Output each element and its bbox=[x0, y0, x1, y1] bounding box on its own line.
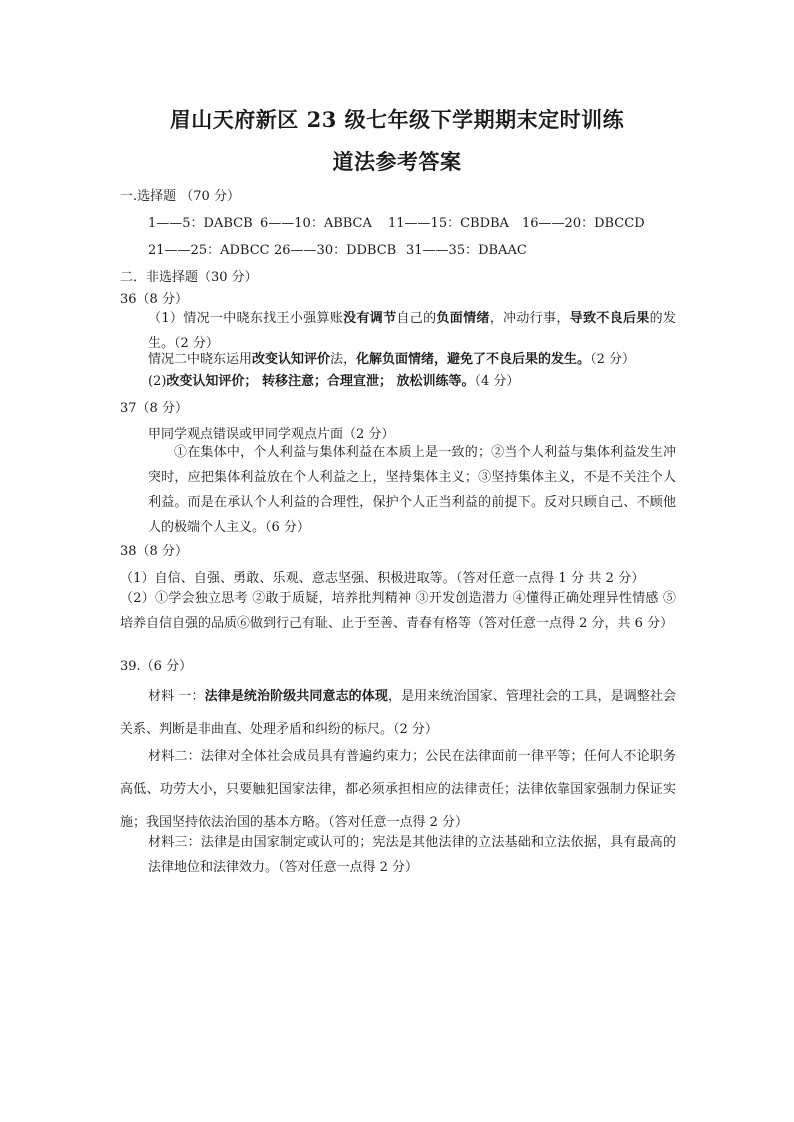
document-title: 眉山天府新区 23 级七年级下学期期末定时训练 bbox=[169, 107, 625, 132]
q39-header: 39.（6 分） bbox=[120, 659, 193, 674]
q39-material1: 材料 一：法律是统治阶级共同意志的体现，是用来统治国家、管理社会的工具，是调整社会关系、判断是非曲直、处理矛盾和纠纷的标尺。（2 分） bbox=[120, 689, 676, 737]
mc-answer-11-15: 11——15：CBDBA bbox=[388, 216, 509, 231]
q36-header: 36（8 分） bbox=[120, 292, 188, 307]
section2-heading: 二．非选择题（30 分） bbox=[120, 270, 258, 285]
q37-header: 37（8 分） bbox=[120, 401, 188, 416]
q39-material3: 材料三：法律是由国家制定或认可的；宪法是其他法律的立法基础和立法依据，具有最高的法律地位和法律效力。（答对任意一点得 2 分） bbox=[148, 835, 676, 875]
mc-answer-21-25: 21——25：ADBCC bbox=[148, 243, 270, 258]
mc-answer-1-5: 1——5：DABCB bbox=[148, 216, 253, 231]
q36-part1-situation1: （1）情况一中晓东找王小强算账没有调节自己的负面情绪，冲动行事，导致不良后果的发生。（2 分） bbox=[148, 311, 676, 351]
section1-heading: 一.选择题 （70 分） bbox=[120, 189, 240, 204]
q37-reasons: ①在集体中，个人利益与集体利益在本质上是一致的；②当个人利益与集体利益发生冲突时，应把集体利益放在个人利益之上，坚持集体主义；③坚持集体主义，不是不关注个人利益。而是在承认个人利益的合理性，保护个人正当利益的前提下。反对只顾自己、不顾他人的极端个人主义。（6 分） bbox=[148, 445, 676, 535]
q37-judgement: 甲同学观点错误或甲同学观点片面（2 分） bbox=[148, 427, 395, 442]
mc-answer-16-20: 16——20：DBCCD bbox=[522, 216, 645, 231]
mc-answer-31-35: 31——35：DBAAC bbox=[406, 243, 527, 258]
mc-answer-6-10: 6——10：ABBCA bbox=[260, 216, 372, 231]
q38-part1: （1）自信、自强、勇敢、乐观、意志坚强、积极进取等。（答对任意一点得 1 分 共 2 分） bbox=[120, 571, 645, 586]
document-subtitle: 道法参考答案 bbox=[332, 149, 462, 174]
q36-part1-situation2: 情况二中晓东运用改变认知评价法，化解负面情绪，避免了不良后果的发生。（2 分） bbox=[148, 352, 635, 367]
q38-header: 38（8 分） bbox=[120, 544, 188, 559]
q38-part2: （2）①学会独立思考 ②敢于质疑，培养批判精神 ③开发创造潜力 ④懂得正确处理异性情感 ⑤培养自信自强的品质⑥做到行己有耻、止于至善、青春有格等（答对任意一点得 2 分，共 6 分） bbox=[120, 591, 676, 631]
mc-answers-row1 bbox=[148, 214, 645, 233]
mc-answer-26-30: 26——30：DDBCB bbox=[274, 243, 397, 258]
mc-answers-row2 bbox=[148, 241, 527, 260]
q36-part2: (2)改变认知评价； 转移注意；合理宣泄； 放松训练等。（4 分） bbox=[148, 374, 520, 389]
q39-material2: 材料二：法律对全体社会成员具有普遍约束力；公民在法律面前一律平等；任何人不论职务高低、功劳大小，只要触犯国家法律，都必须承担相应的法律责任；法律依靠国家强制力保证实施；我国坚持依法治国的基本方略。（答对任意一点得 2 分） bbox=[120, 749, 676, 830]
